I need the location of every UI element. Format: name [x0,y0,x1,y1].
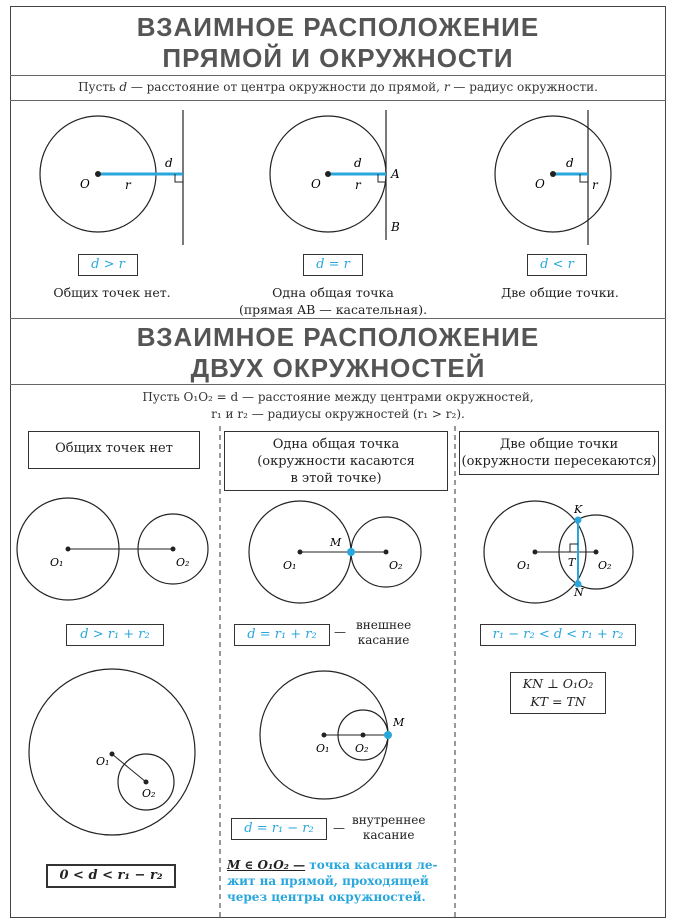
col2-header: Одна общая точка (окружности касаются в этой точке) [224,431,448,491]
label-o: O [80,177,90,191]
label-o2: O₂ [142,787,156,800]
intro-text: — расстояние от центра окружности до прямой, [127,80,444,94]
section2-title-line2: ДВУХ ОКРУЖНОСТЕЙ [190,353,486,383]
intro-d: d [119,80,127,94]
label-o1: O₁ [517,559,531,572]
label-o1: O₁ [96,755,110,768]
formula-d-lt-r: d < r [527,254,587,276]
diagram-nested-circles [29,669,195,835]
formula-nested: 0 < d < r₁ − r₂ [46,864,176,888]
label-d: d [354,156,362,170]
note-external: — [334,625,346,639]
section2-intro-line2: r₁ и r₂ — радиусы окружностей (r₁ > r₂). [211,407,465,421]
label-o1: O₁ [50,556,64,569]
section2-intro-line1: Пусть O₁O₂ = d — расстояние между центрами окружностей, [142,390,534,404]
label-d: d [566,156,574,170]
col1-header: Общих точек нет [28,431,200,469]
formula-d-eq-r: d = r [303,254,363,276]
label-r: r [592,178,598,192]
formula-d-gt-r: d > r [78,254,138,276]
caption-case2: Одна общая точка (прямая AB — касательная). [238,285,428,317]
diagram-intersecting-circles [484,501,633,603]
label-o: O [535,177,545,191]
label-k: K [574,503,583,516]
label-b: B [391,220,400,234]
section1-title-line1: ВЗАИМНОЕ РАСПОЛОЖЕНИЕ [136,12,540,42]
section1-title-line2: ПРЯМОЙ И ОКРУЖНОСТИ [162,43,514,73]
label-o2: O₂ [389,559,403,572]
label-t: T [568,556,576,569]
diagram-separate-circles [17,498,208,600]
note-internal: — [333,821,345,835]
label-a: A [391,167,400,181]
caption-case3: Две общие точки. [501,285,619,300]
diagram-external-tangency [249,501,421,603]
label-o: O [311,177,321,191]
label-o1: O₁ [283,559,297,572]
label-m: M [393,716,405,729]
formula-kn-perp: KN ⊥ O₁O₂ KT = TN [510,672,606,714]
label-o2: O₂ [176,556,190,569]
intro-r: r [443,80,450,94]
note-internal-text: внутреннее касание [352,813,426,842]
label-r: r [125,178,131,192]
section2-title-line1: ВЗАИМНОЕ РАСПОЛОЖЕНИЕ [136,322,540,352]
formula-intersect: r₁ − r₂ < d < r₁ + r₂ [480,624,636,646]
intro-text: Пусть [78,80,120,94]
label-m: M [330,536,342,549]
label-o1: O₁ [316,742,330,755]
label-d: d [165,156,173,170]
label-o2: O₂ [355,742,369,755]
formula-d-gt-sum: d > r₁ + r₂ [66,624,164,646]
formula-d-eq-sum: d = r₁ + r₂ [234,624,330,646]
label-n: N [574,586,584,599]
intro-text: — радиус окружности. [449,80,598,94]
note-external-text: внешнее касание [356,618,412,647]
diagram-internal-tangency [260,671,405,799]
tangency-note: M ∈ O₁O₂ — точка касания ле- жит на прямой, проходящей через центры окружностей. [227,858,438,904]
formula-d-eq-diff: d = r₁ − r₂ [231,818,327,840]
label-o2: O₂ [598,559,612,572]
caption-case1: Общих точек нет. [53,285,171,300]
col3-header: Две общие точки (окружности пересекаются) [459,431,659,475]
label-r: r [355,178,361,192]
